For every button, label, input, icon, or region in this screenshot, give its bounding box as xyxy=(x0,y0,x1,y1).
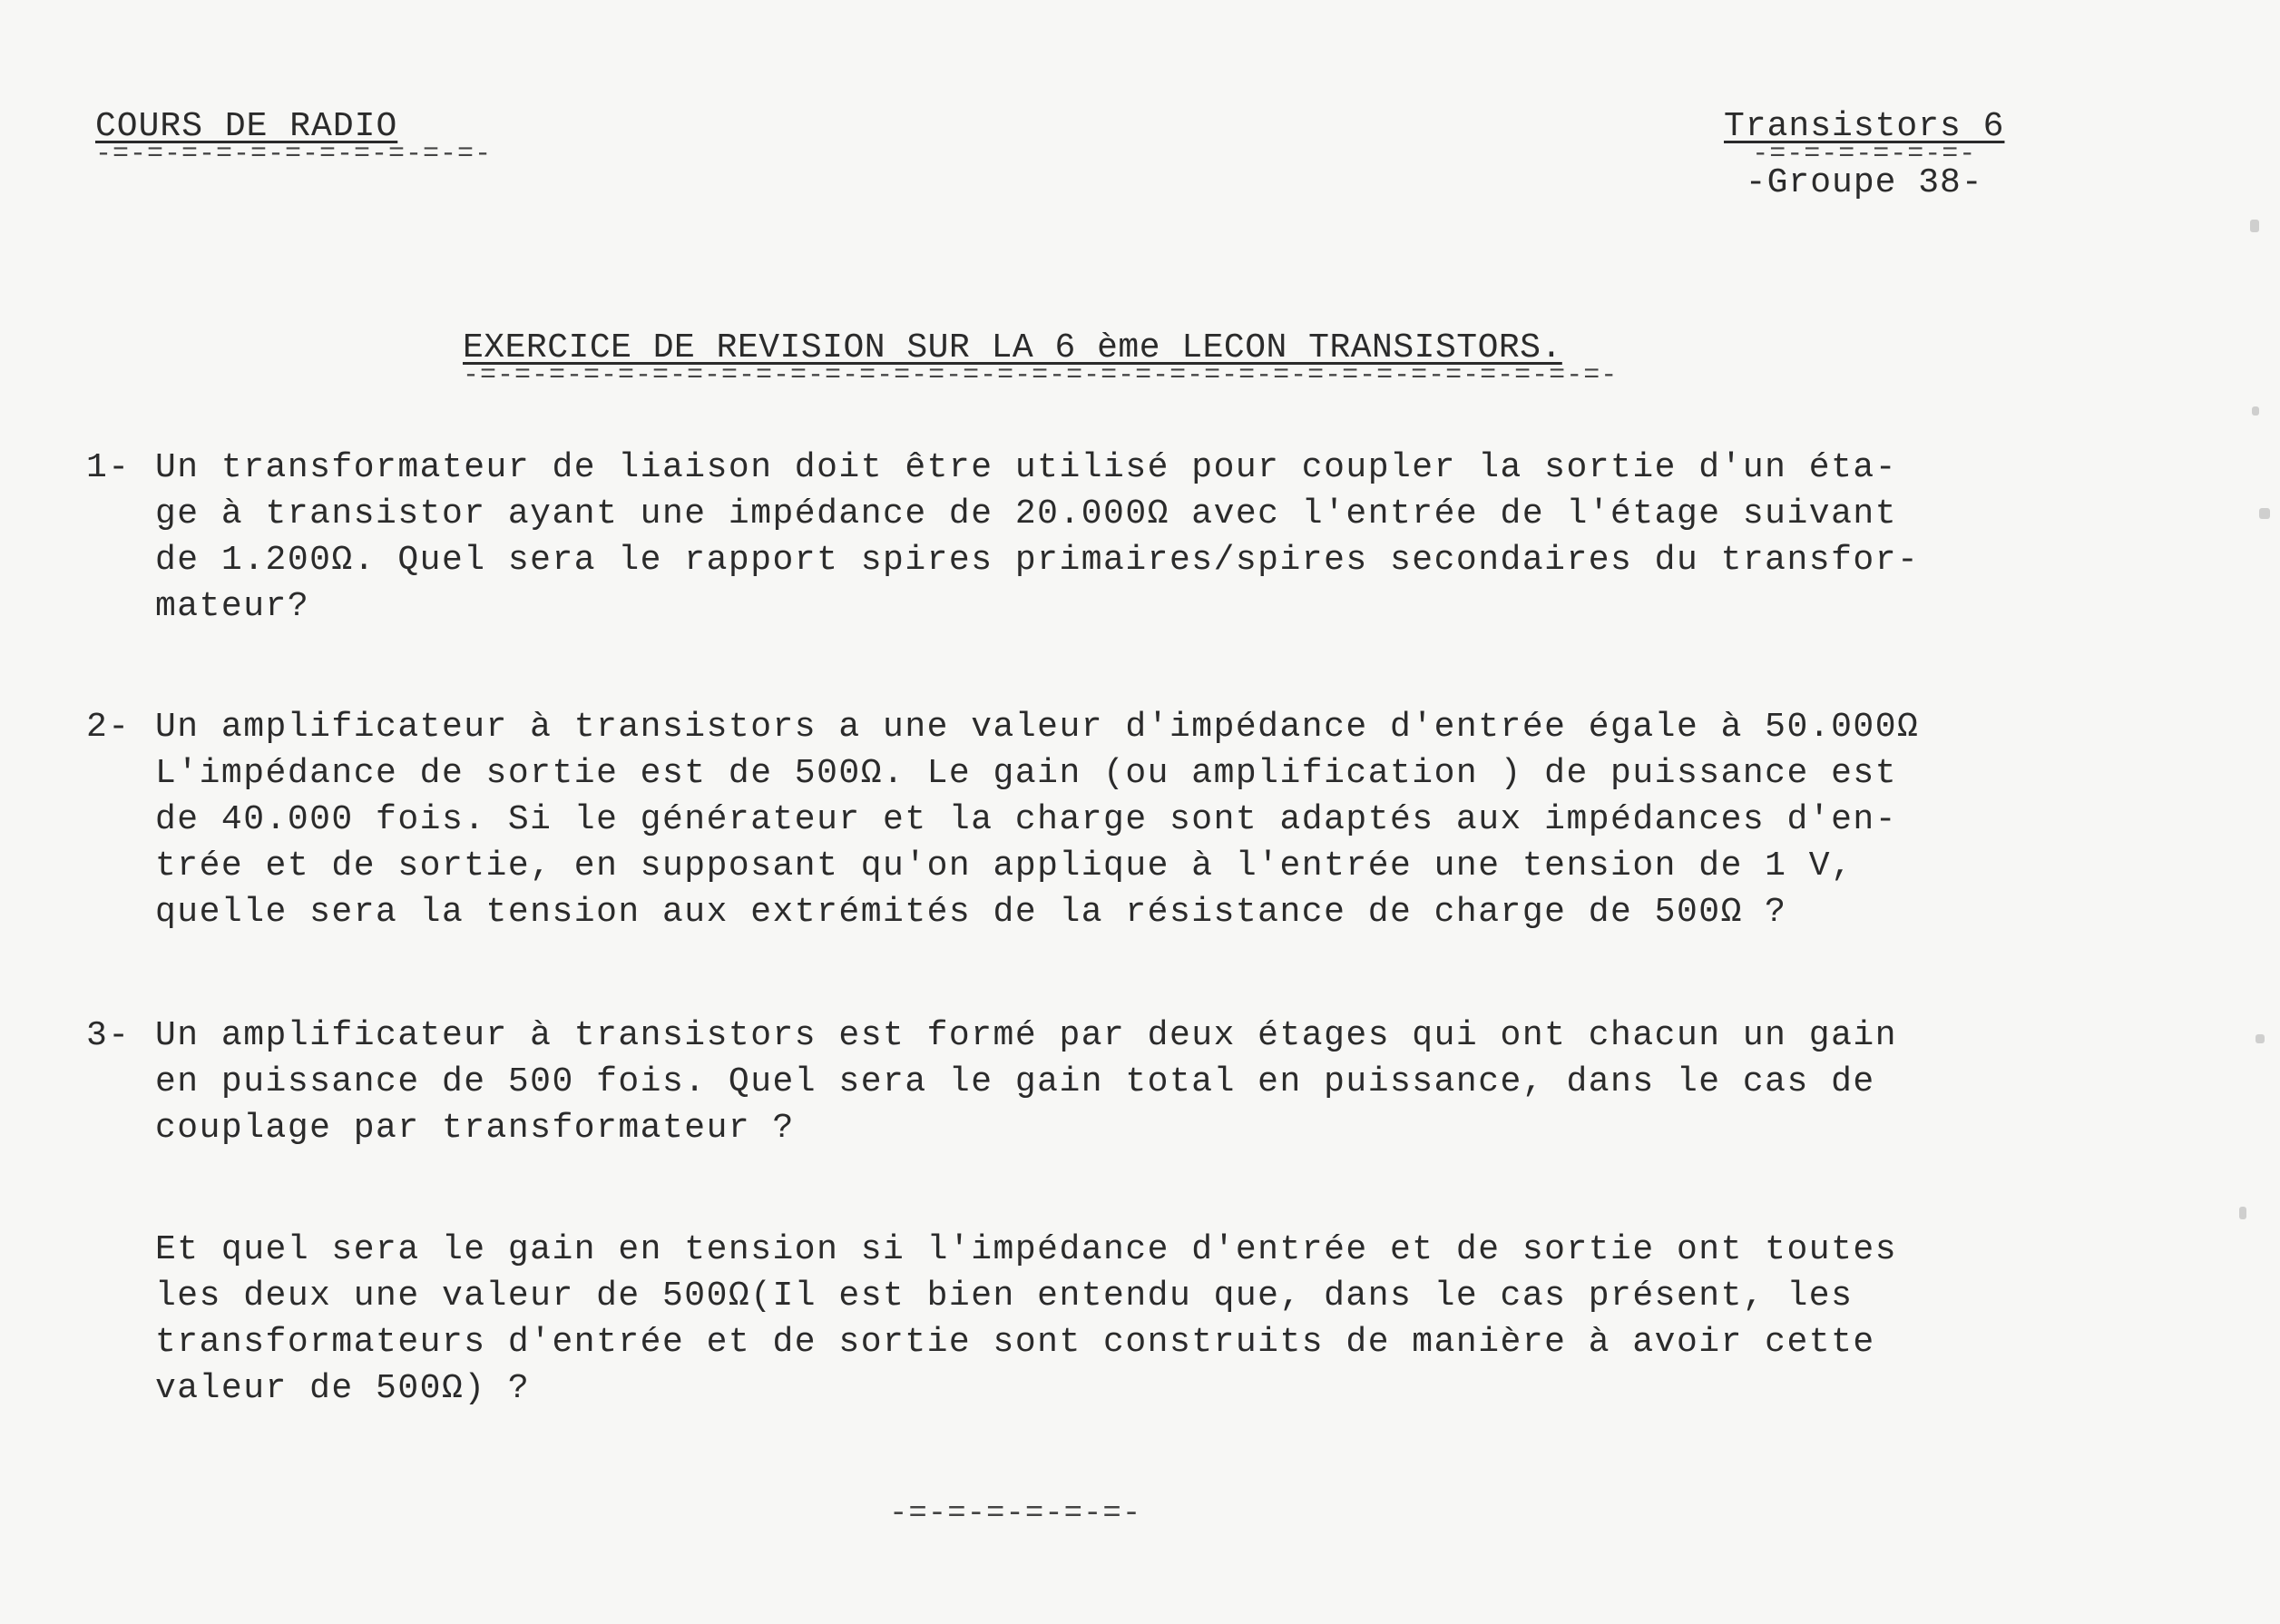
lesson-group: -Groupe 38- xyxy=(1745,163,1983,202)
question-2 xyxy=(86,704,1919,935)
paper-speck xyxy=(2259,508,2270,519)
lesson-header xyxy=(1724,107,2004,203)
exercise-title-decoration: -=-=-=-=-=-=-=-=-=-=-=-=-=-=-=-=-=-=-=-=-=-=-=-=-=-=-=-=-=-=-=-=-=- xyxy=(463,360,1619,391)
question-text: Un amplificateur à transistors est formé par deux étages qui ont chacun un gain en puissance de 500 fois. Quel sera le gain total en puissance, dans le cas de couplage par transformateur ? xyxy=(155,1016,1897,1148)
course-title-decoration: -=-=-=-=-=-=-=-=-=-=-=- xyxy=(95,139,493,170)
paper-speck xyxy=(2250,220,2259,232)
course-title: COURS DE RADIO xyxy=(95,107,398,146)
question-3 xyxy=(86,1013,1897,1151)
question-3-followup xyxy=(86,1227,1897,1412)
lesson-subject: Transistors 6 xyxy=(1724,107,2005,146)
exercise-title: EXERCICE DE REVISION SUR LA 6 ème LECON TRANSISTORS. xyxy=(463,328,1562,367)
question-followup-text: Et quel sera le gain en tension si l'impédance d'entrée et de sortie ont toutes les deux une valeur de 500Ω(Il est bien entendu que, dans le cas présent, les transformateurs d'entrée et de sortie sont construits de manière à avoir cette valeur de 500Ω) ? xyxy=(155,1230,1897,1408)
paper-speck xyxy=(2252,406,2259,416)
course-header xyxy=(95,107,493,170)
question-number: 1- xyxy=(86,448,131,487)
paper-speck xyxy=(2239,1207,2246,1219)
question-text: Un amplificateur à transistors a une valeur d'impédance d'entrée égale à 50.000Ω L'impédance de sortie est de 500Ω. Le gain (ou amplification ) de puissance est de 40.000 fois. Si le générateur et la charge sont adaptés aux impédances d'en- trée et de sortie, en supposant qu'on applique à l'entrée une tension de 1 V, quelle sera la tension aux extrémités de la résistance de charge de 500Ω ? xyxy=(155,708,1920,932)
question-number: 3- xyxy=(86,1016,131,1055)
paper-speck xyxy=(2256,1034,2265,1043)
end-decoration: -=-=-=-=-=-=- xyxy=(889,1497,1142,1531)
question-text: Un transformateur de liaison doit être utilisé pour coupler la sortie d'un éta- ge à transistor ayant une impédance de 20.000Ω avec l'entrée de l'étage suivant de 1.200Ω. Quel sera le rapport spires primaires/spires secondaires du transfor- mateur? xyxy=(155,448,1920,626)
question-number: 2- xyxy=(86,708,131,747)
exercise-title-block xyxy=(463,328,1619,391)
lesson-subject-decoration: -=-=-=-=-=-=- xyxy=(1752,139,1977,170)
question-1 xyxy=(86,445,1919,630)
